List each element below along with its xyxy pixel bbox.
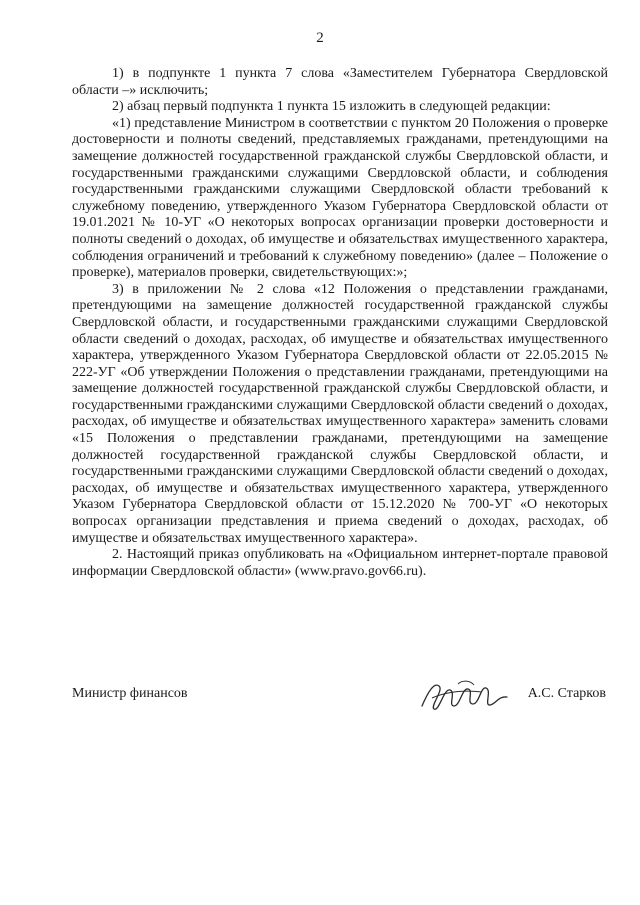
paragraph-publication: 2. Настоящий приказ опубликовать на «Официальном интернет-портале правовой информации Свердловской области» (www.pravo.gov66.ru). (72, 547, 608, 579)
paragraph-item-2: 2) абзац первый подпункта 1 пункта 15 изложить в следующей редакции: (112, 99, 551, 115)
paragraph-item-3: 3) в приложении № 2 слова «12 Положения о представлении гражданами, претендующими на замещение должностей государственной гражданской службы Свердловской области, и государственными гражданскими служащими Свердловской области сведений о доходах, расходах, об имуществе и обязательствах имущественного характера, утвержденного Указом Губернатора Свердловской области от 22.05.2015 № 222-УГ «Об утверждении Положения о представлении гражданами, претендующими на замещение должностей государственной гражданской службы Свердловской области, и государственными гражданскими служащими Свердловской области сведений о доходах, расходах, об имуществе и обязательствах имущественного характера» заменить словами «15 Положения о представлении гражданами, претендующими на замещение должностей государственной гражданской службы Свердловской области, и государственными гражданскими служащими Свердловской области сведений о доходах, расходах, об имуществе и обязательствах имущественного характера, утвержденного Указом Губернатора Свердловской области от 15.12.2020 № 700-УГ «О некоторых вопросах организации представления и приема сведений о доходах, расходах, об имуществе и обязательствах имущественного характера». (72, 281, 608, 546)
handwritten-signature (418, 676, 510, 714)
signature-block (72, 680, 608, 716)
paragraph-item-1: 1) в подпункте 1 пункта 7 слова «Заместителем Губернатора Свердловской области –» исключить; (72, 66, 608, 98)
signer-title: Министр финансов (72, 686, 188, 701)
signer-name: А.С. Старков (527, 686, 606, 701)
page-number: 2 (316, 30, 324, 46)
paragraph-item-2-quote: «1) представление Министром в соответствии с пунктом 20 Положения о проверке достоверности и полноты сведений, представляемых гражданами, претендующими на замещение должностей государственной гражданской службы Свердловской области, и государственными гражданскими служащими Свердловской области, и соблюдения государственными гражданскими служащими Свердловской области требований к служебному поведению, утвержденного Указом Губернатора Свердловской области от 19.01.2021 № 10-УГ «О некоторых вопросах организации проверки достоверности и полноты сведений о доходах, об имуществе и обязательствах имущественного характера, соблюдения ограничений и требований к служебному поведению» (далее – Положение о проверке), материалов проверки, свидетельствующих:»; (72, 115, 608, 281)
document-body (72, 66, 608, 580)
